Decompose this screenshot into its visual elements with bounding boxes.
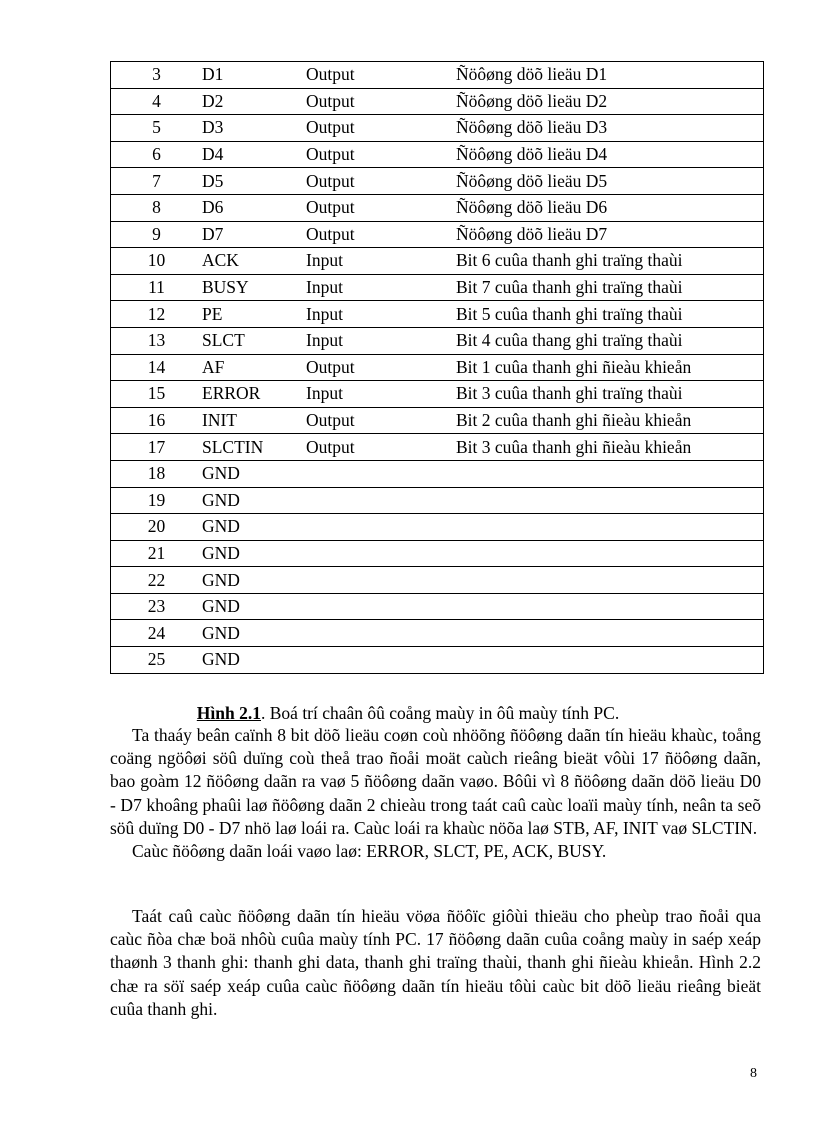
table-row — [111, 168, 764, 195]
signal-direction: Output — [306, 88, 456, 115]
table-row — [111, 381, 764, 408]
table-row — [111, 115, 764, 142]
paragraph-signal-lines: Ta thaáy beân caïnh 8 bit döõ lieäu coøn coù nhöõng ñöôøng daãn tín hieäu khaùc, toång coäng ngöôøi söû duïng coù theå trao ñoåi moät caùch rieâng bieät vôùi 17 ñöôøng daãn, bao goàm 12 ñöôøng daãn ra vaø 5 ñöôøng daãn vaøo. Bôûi vì 8 ñöôøng daãn döõ lieäu D0 - D7 khoâng phaûi laø ñöôøng daãn 2 chieàu trong taát caû caùc loaïi maùy tính, neân ta seõ söû duïng D0 - D7 nhö laø loái ra. Caùc loái ra khaùc nöõa laø STB, AF, INIT vaø SLCTIN. — [110, 725, 761, 838]
signal-name: D5 — [202, 168, 306, 195]
figure-caption — [0, 703, 816, 724]
signal-name: SLCT — [202, 327, 306, 354]
signal-name: INIT — [202, 407, 306, 434]
signal-name: D3 — [202, 115, 306, 142]
signal-name: GND — [202, 620, 306, 647]
table-row — [111, 540, 764, 567]
signal-description: Bit 7 cuûa thanh ghi traïng thaùi — [456, 274, 764, 301]
signal-direction — [306, 514, 456, 541]
signal-direction: Input — [306, 301, 456, 328]
signal-direction: Output — [306, 168, 456, 195]
table-row — [111, 647, 764, 674]
pin-number: 11 — [111, 274, 203, 301]
signal-direction — [306, 487, 456, 514]
signal-direction — [306, 460, 456, 487]
pin-number: 22 — [111, 567, 203, 594]
signal-description — [456, 540, 764, 567]
signal-direction: Input — [306, 381, 456, 408]
signal-direction: Output — [306, 434, 456, 461]
signal-name: GND — [202, 567, 306, 594]
table-row — [111, 221, 764, 248]
table-row — [111, 434, 764, 461]
signal-description: Bit 3 cuûa thanh ghi ñieàu khieån — [456, 434, 764, 461]
signal-name: GND — [202, 647, 306, 674]
table-row — [111, 141, 764, 168]
pin-number: 17 — [111, 434, 203, 461]
signal-direction — [306, 620, 456, 647]
signal-direction: Output — [306, 221, 456, 248]
signal-name: D6 — [202, 194, 306, 221]
signal-name: D1 — [202, 62, 306, 89]
pin-number: 8 — [111, 194, 203, 221]
caption-label: Hình 2.1 — [196, 703, 261, 723]
table-row — [111, 248, 764, 275]
pin-number: 25 — [111, 647, 203, 674]
signal-description: Bit 4 cuûa thang ghi traïng thaùi — [456, 327, 764, 354]
pin-number: 19 — [111, 487, 203, 514]
caption-text: . Boá trí chaân ôû coång maùy in ôû maùy tính PC. — [261, 703, 620, 723]
page-number: 8 — [750, 1066, 757, 1081]
table-row — [111, 354, 764, 381]
signal-description: Ñöôøng döõ lieäu D7 — [456, 221, 764, 248]
signal-name: GND — [202, 487, 306, 514]
pin-number: 16 — [111, 407, 203, 434]
table-row — [111, 88, 764, 115]
pin-table-body — [111, 62, 764, 674]
signal-description — [456, 647, 764, 674]
table-row — [111, 274, 764, 301]
signal-name: D4 — [202, 141, 306, 168]
pin-assignment-table — [110, 61, 764, 674]
table-row — [111, 194, 764, 221]
pin-number: 12 — [111, 301, 203, 328]
signal-direction: Output — [306, 407, 456, 434]
signal-description: Ñöôøng döõ lieäu D2 — [456, 88, 764, 115]
signal-direction: Input — [306, 248, 456, 275]
paragraph-input-lines: Caùc ñöôøng daãn loái vaøo laø: ERROR, SLCT, PE, ACK, BUSY. — [132, 841, 607, 862]
signal-name: GND — [202, 514, 306, 541]
pin-number: 4 — [111, 88, 203, 115]
pin-number: 7 — [111, 168, 203, 195]
pin-number: 6 — [111, 141, 203, 168]
body-text-block-1 — [110, 724, 761, 863]
signal-description: Ñöôøng döõ lieäu D5 — [456, 168, 764, 195]
pin-number: 20 — [111, 514, 203, 541]
table-row — [111, 487, 764, 514]
table-row — [111, 407, 764, 434]
signal-direction: Output — [306, 141, 456, 168]
signal-direction: Output — [306, 62, 456, 89]
pin-number: 10 — [111, 248, 203, 275]
signal-direction: Output — [306, 194, 456, 221]
pin-number: 14 — [111, 354, 203, 381]
signal-description: Bit 6 cuûa thanh ghi traïng thaùi — [456, 248, 764, 275]
signal-name: GND — [202, 540, 306, 567]
signal-name: BUSY — [202, 274, 306, 301]
signal-description: Ñöôøng döõ lieäu D4 — [456, 141, 764, 168]
signal-direction: Output — [306, 354, 456, 381]
signal-name: SLCTIN — [202, 434, 306, 461]
signal-name: ERROR — [202, 381, 306, 408]
pin-number: 24 — [111, 620, 203, 647]
signal-name: AF — [202, 354, 306, 381]
table-row — [111, 514, 764, 541]
table-row — [111, 620, 764, 647]
signal-description — [456, 487, 764, 514]
signal-direction — [306, 593, 456, 620]
signal-direction: Input — [306, 274, 456, 301]
signal-description: Bit 3 cuûa thanh ghi traïng thaùi — [456, 381, 764, 408]
pin-number: 5 — [111, 115, 203, 142]
pin-number: 9 — [111, 221, 203, 248]
pin-number: 15 — [111, 381, 203, 408]
pin-number: 13 — [111, 327, 203, 354]
signal-description — [456, 460, 764, 487]
table-row — [111, 327, 764, 354]
table-row — [111, 460, 764, 487]
signal-name: GND — [202, 460, 306, 487]
pin-number: 23 — [111, 593, 203, 620]
signal-description — [456, 514, 764, 541]
signal-description — [456, 593, 764, 620]
signal-name: D2 — [202, 88, 306, 115]
signal-description: Ñöôøng döõ lieäu D6 — [456, 194, 764, 221]
signal-direction: Output — [306, 115, 456, 142]
table-row — [111, 62, 764, 89]
signal-name: D7 — [202, 221, 306, 248]
signal-direction — [306, 540, 456, 567]
signal-name: ACK — [202, 248, 306, 275]
signal-description — [456, 620, 764, 647]
body-text-block-2 — [110, 905, 761, 1021]
signal-description: Bit 5 cuûa thanh ghi traïng thaùi — [456, 301, 764, 328]
signal-direction: Input — [306, 327, 456, 354]
signal-description — [456, 567, 764, 594]
signal-direction — [306, 647, 456, 674]
signal-description: Bit 2 cuûa thanh ghi ñieàu khieån — [456, 407, 764, 434]
signal-description: Bit 1 cuûa thanh ghi ñieàu khieån — [456, 354, 764, 381]
pin-number: 3 — [111, 62, 203, 89]
signal-direction — [306, 567, 456, 594]
pin-number: 21 — [111, 540, 203, 567]
paragraph-registers: Taát caû caùc ñöôøng daãn tín hieäu vöøa ñöôïc giôùi thieäu cho pheùp trao ñoåi qua caùc ñòa chæ boä nhôù cuûa maùy tính PC. 17 ñöôøng daãn cuûa coång maùy in saép xeáp thaønh 3 thanh ghi: thanh ghi data, thanh ghi traïng thaùi, thanh ghi ñieàu khieån. Hình 2.2 chæ ra söï saép xeáp cuûa caùc ñöôøng daãn tín hieäu tôùi caùc bit döõ lieäu rieâng bieät cuûa thanh ghi. — [110, 906, 761, 1019]
signal-name: GND — [202, 593, 306, 620]
pin-number: 18 — [111, 460, 203, 487]
table-row — [111, 593, 764, 620]
table-row — [111, 301, 764, 328]
signal-name: PE — [202, 301, 306, 328]
table-row — [111, 567, 764, 594]
signal-description: Ñöôøng döõ lieäu D1 — [456, 62, 764, 89]
signal-description: Ñöôøng döõ lieäu D3 — [456, 115, 764, 142]
